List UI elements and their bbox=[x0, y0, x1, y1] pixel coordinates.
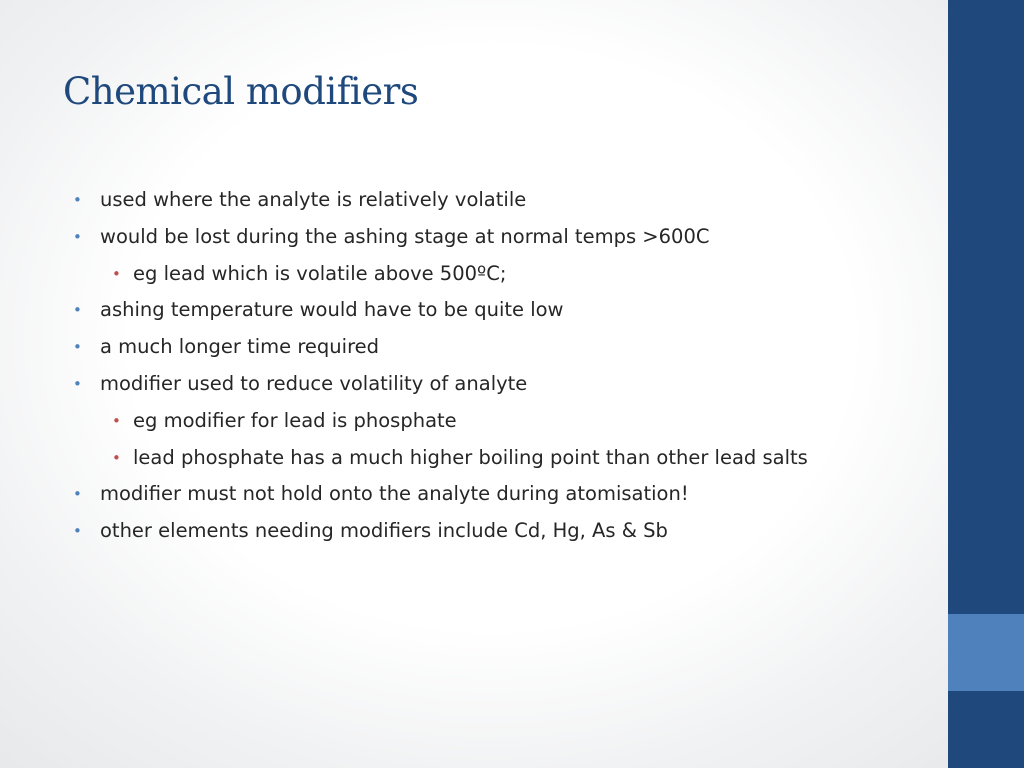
slide-title: Chemical modifiers bbox=[63, 70, 419, 113]
bullet-marker-icon: • bbox=[73, 301, 82, 320]
bullet-item bbox=[0, 219, 930, 256]
bullet-item bbox=[0, 292, 930, 329]
sub-bullet-item bbox=[0, 403, 930, 440]
sub-bullet-marker-icon: • bbox=[112, 264, 121, 283]
bullet-marker-icon: • bbox=[73, 227, 82, 246]
bullet-text: a much longer time required bbox=[100, 335, 380, 359]
bullet-list bbox=[0, 182, 930, 550]
bullet-marker-icon: • bbox=[73, 191, 82, 209]
sub-bullet-marker-icon: • bbox=[112, 411, 121, 430]
bullet-marker-icon: • bbox=[73, 522, 82, 541]
sub-bullet-text: eg lead which is volatile above 500ºC; bbox=[133, 261, 507, 285]
sub-bullet-item bbox=[0, 440, 930, 477]
bullet-text: modifier must not hold onto the analyte during atomisation! bbox=[100, 482, 689, 506]
bullet-item bbox=[0, 476, 930, 513]
sub-bullet-text: lead phosphate has a much higher boiling point than other lead salts bbox=[133, 445, 808, 469]
bullet-marker-icon: • bbox=[73, 374, 82, 393]
sub-bullet-marker-icon: • bbox=[112, 448, 121, 467]
bullet-text: would be lost during the ashing stage at normal temps >600C bbox=[100, 224, 710, 248]
bullet-text: modifier used to reduce volatility of analyte bbox=[100, 371, 528, 395]
bullet-text: other elements needing modifiers include Cd, Hg, As & Sb bbox=[100, 519, 668, 543]
sidebar-accent-block bbox=[948, 614, 1024, 691]
bullet-marker-icon: • bbox=[73, 485, 82, 504]
bullet-text: used where the analyte is relatively volatile bbox=[100, 188, 527, 211]
bullet-marker-icon: • bbox=[73, 338, 82, 357]
bullet-item bbox=[0, 182, 930, 219]
bullet-item bbox=[0, 329, 930, 366]
sub-bullet-item bbox=[0, 256, 930, 293]
bullet-item bbox=[0, 366, 930, 403]
sub-bullet-text: eg modifier for lead is phosphate bbox=[133, 408, 457, 432]
bullet-text: ashing temperature would have to be quite low bbox=[100, 298, 564, 322]
bullet-item bbox=[0, 513, 930, 550]
